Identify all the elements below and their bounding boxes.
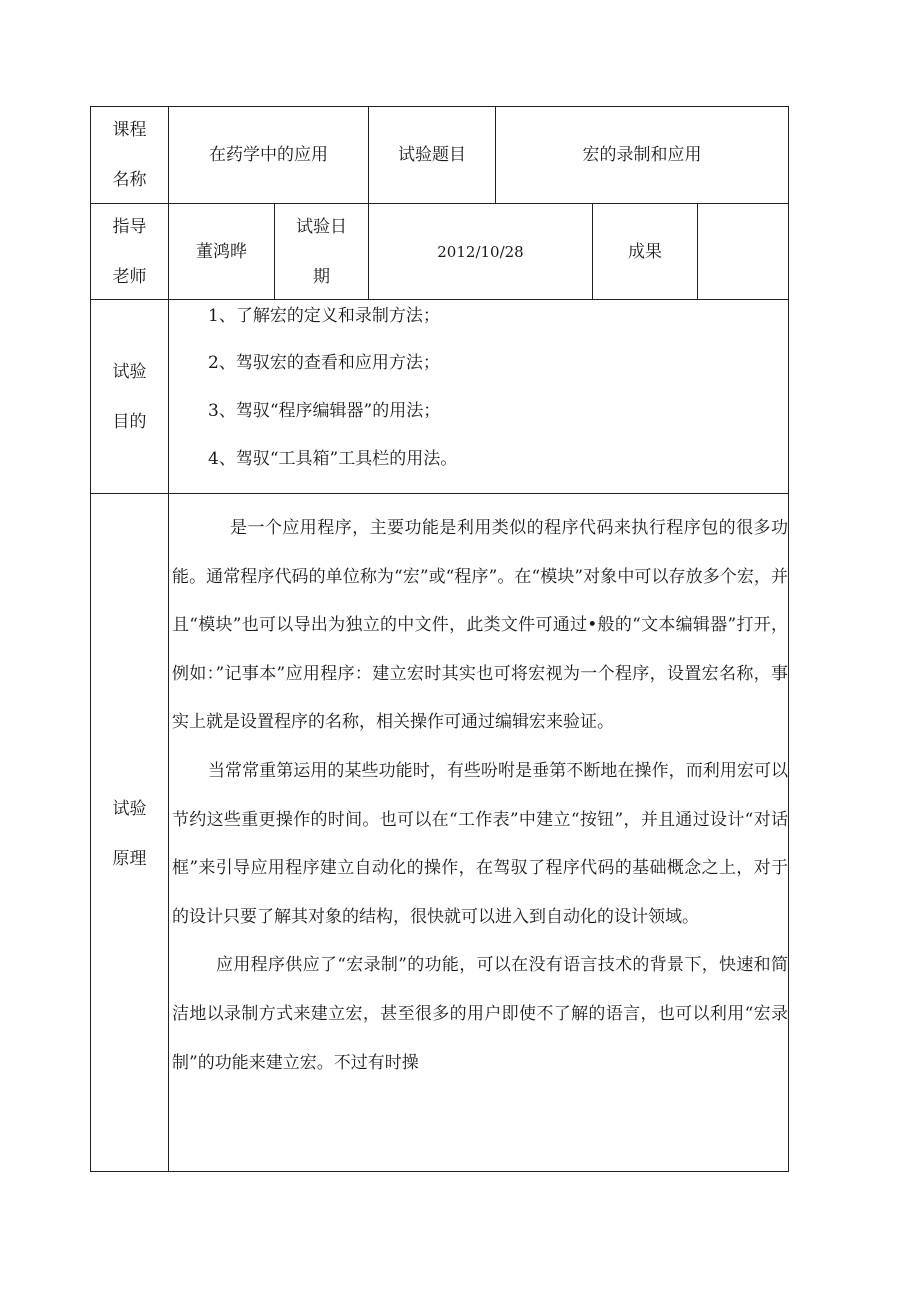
teacher-label-line2: 老师 <box>112 266 147 287</box>
purpose-label-line1: 试验 <box>112 361 147 382</box>
purpose-item-3: 3、驾驭“程序编辑器”的用法； <box>208 401 441 421</box>
purpose-item-4: 4、驾驭“工具箱”工具栏的用法。 <box>208 449 458 469</box>
date-label-line2: 期 <box>313 266 330 287</box>
purpose-label <box>91 300 168 493</box>
table-border-right <box>788 106 789 1172</box>
teacher-label-line1: 指导 <box>112 216 147 237</box>
course-label-line2: 名称 <box>112 170 147 190</box>
topic-label: 试验题目 <box>398 145 466 165</box>
teacher-value: 董鸿晔 <box>196 241 247 262</box>
purpose-item-2: 2、驾驭宏的查看和应用方法； <box>208 353 440 373</box>
course-name-value: 在药学中的应用 <box>209 145 328 165</box>
topic-value: 宏的录制和应用 <box>582 145 702 165</box>
principle-label <box>91 784 168 884</box>
principle-label-line1: 试验 <box>112 799 147 819</box>
principle-paragraph-1: 是一个应用程序，主要功能是利用类似的程序代码来执行程序包的很多功能。通常程序代码的单位称为“宏”或“程序”。在“模块”对象中可以存放多个宏，并且“模块”也可以导出为独立的中文件，此类文件可通过•般的“文本编辑器”打开，例如：”记事本”应用程序：建立宏时其实也可将宏视为一个程序，设置宏名称，事实上就是设置程序的名称，相关操作可通过编辑宏来验证。 <box>172 518 788 733</box>
purpose-label-line2: 目的 <box>112 411 147 432</box>
row-divider-3 <box>90 493 789 494</box>
date-label-line1: 试验日 <box>296 216 347 237</box>
principle-text <box>172 504 788 1087</box>
date-label <box>275 204 368 299</box>
result-label: 成果 <box>628 241 662 262</box>
course-name-label <box>91 107 168 203</box>
purpose-item-1: 1、了解宏的定义和录制方法； <box>208 306 440 326</box>
principle-paragraph-3: 应用程序供应了“宏录制”的功能，可以在没有语言技术的背景下，快速和简洁地以录制方式来建立宏，甚至很多的用户即使不了解的语言，也可以利用“宏录制”的功能来建立宏。不过有时操 <box>172 955 788 1073</box>
principle-label-line2: 原理 <box>112 849 147 869</box>
result-value <box>698 204 788 299</box>
table-border-bottom <box>90 1171 789 1172</box>
principle-paragraph-2: 当常常重第运用的某些功能时，有些吩咐是垂第不断地在操作，而利用宏可以节约这些重更操作的时间。也可以在“工作表”中建立“按钮”，并且通过设计“对话框”来引导应用程序建立自动化的操作，在驾驭了程序代码的基础概念之上，对于的设计只要了解其对象的结构，很快就可以进入到自动化的设计领域。 <box>172 760 788 927</box>
teacher-label <box>91 204 168 299</box>
course-label-line1: 课程 <box>112 120 147 140</box>
date-value: 2012/10/28 <box>437 242 524 261</box>
